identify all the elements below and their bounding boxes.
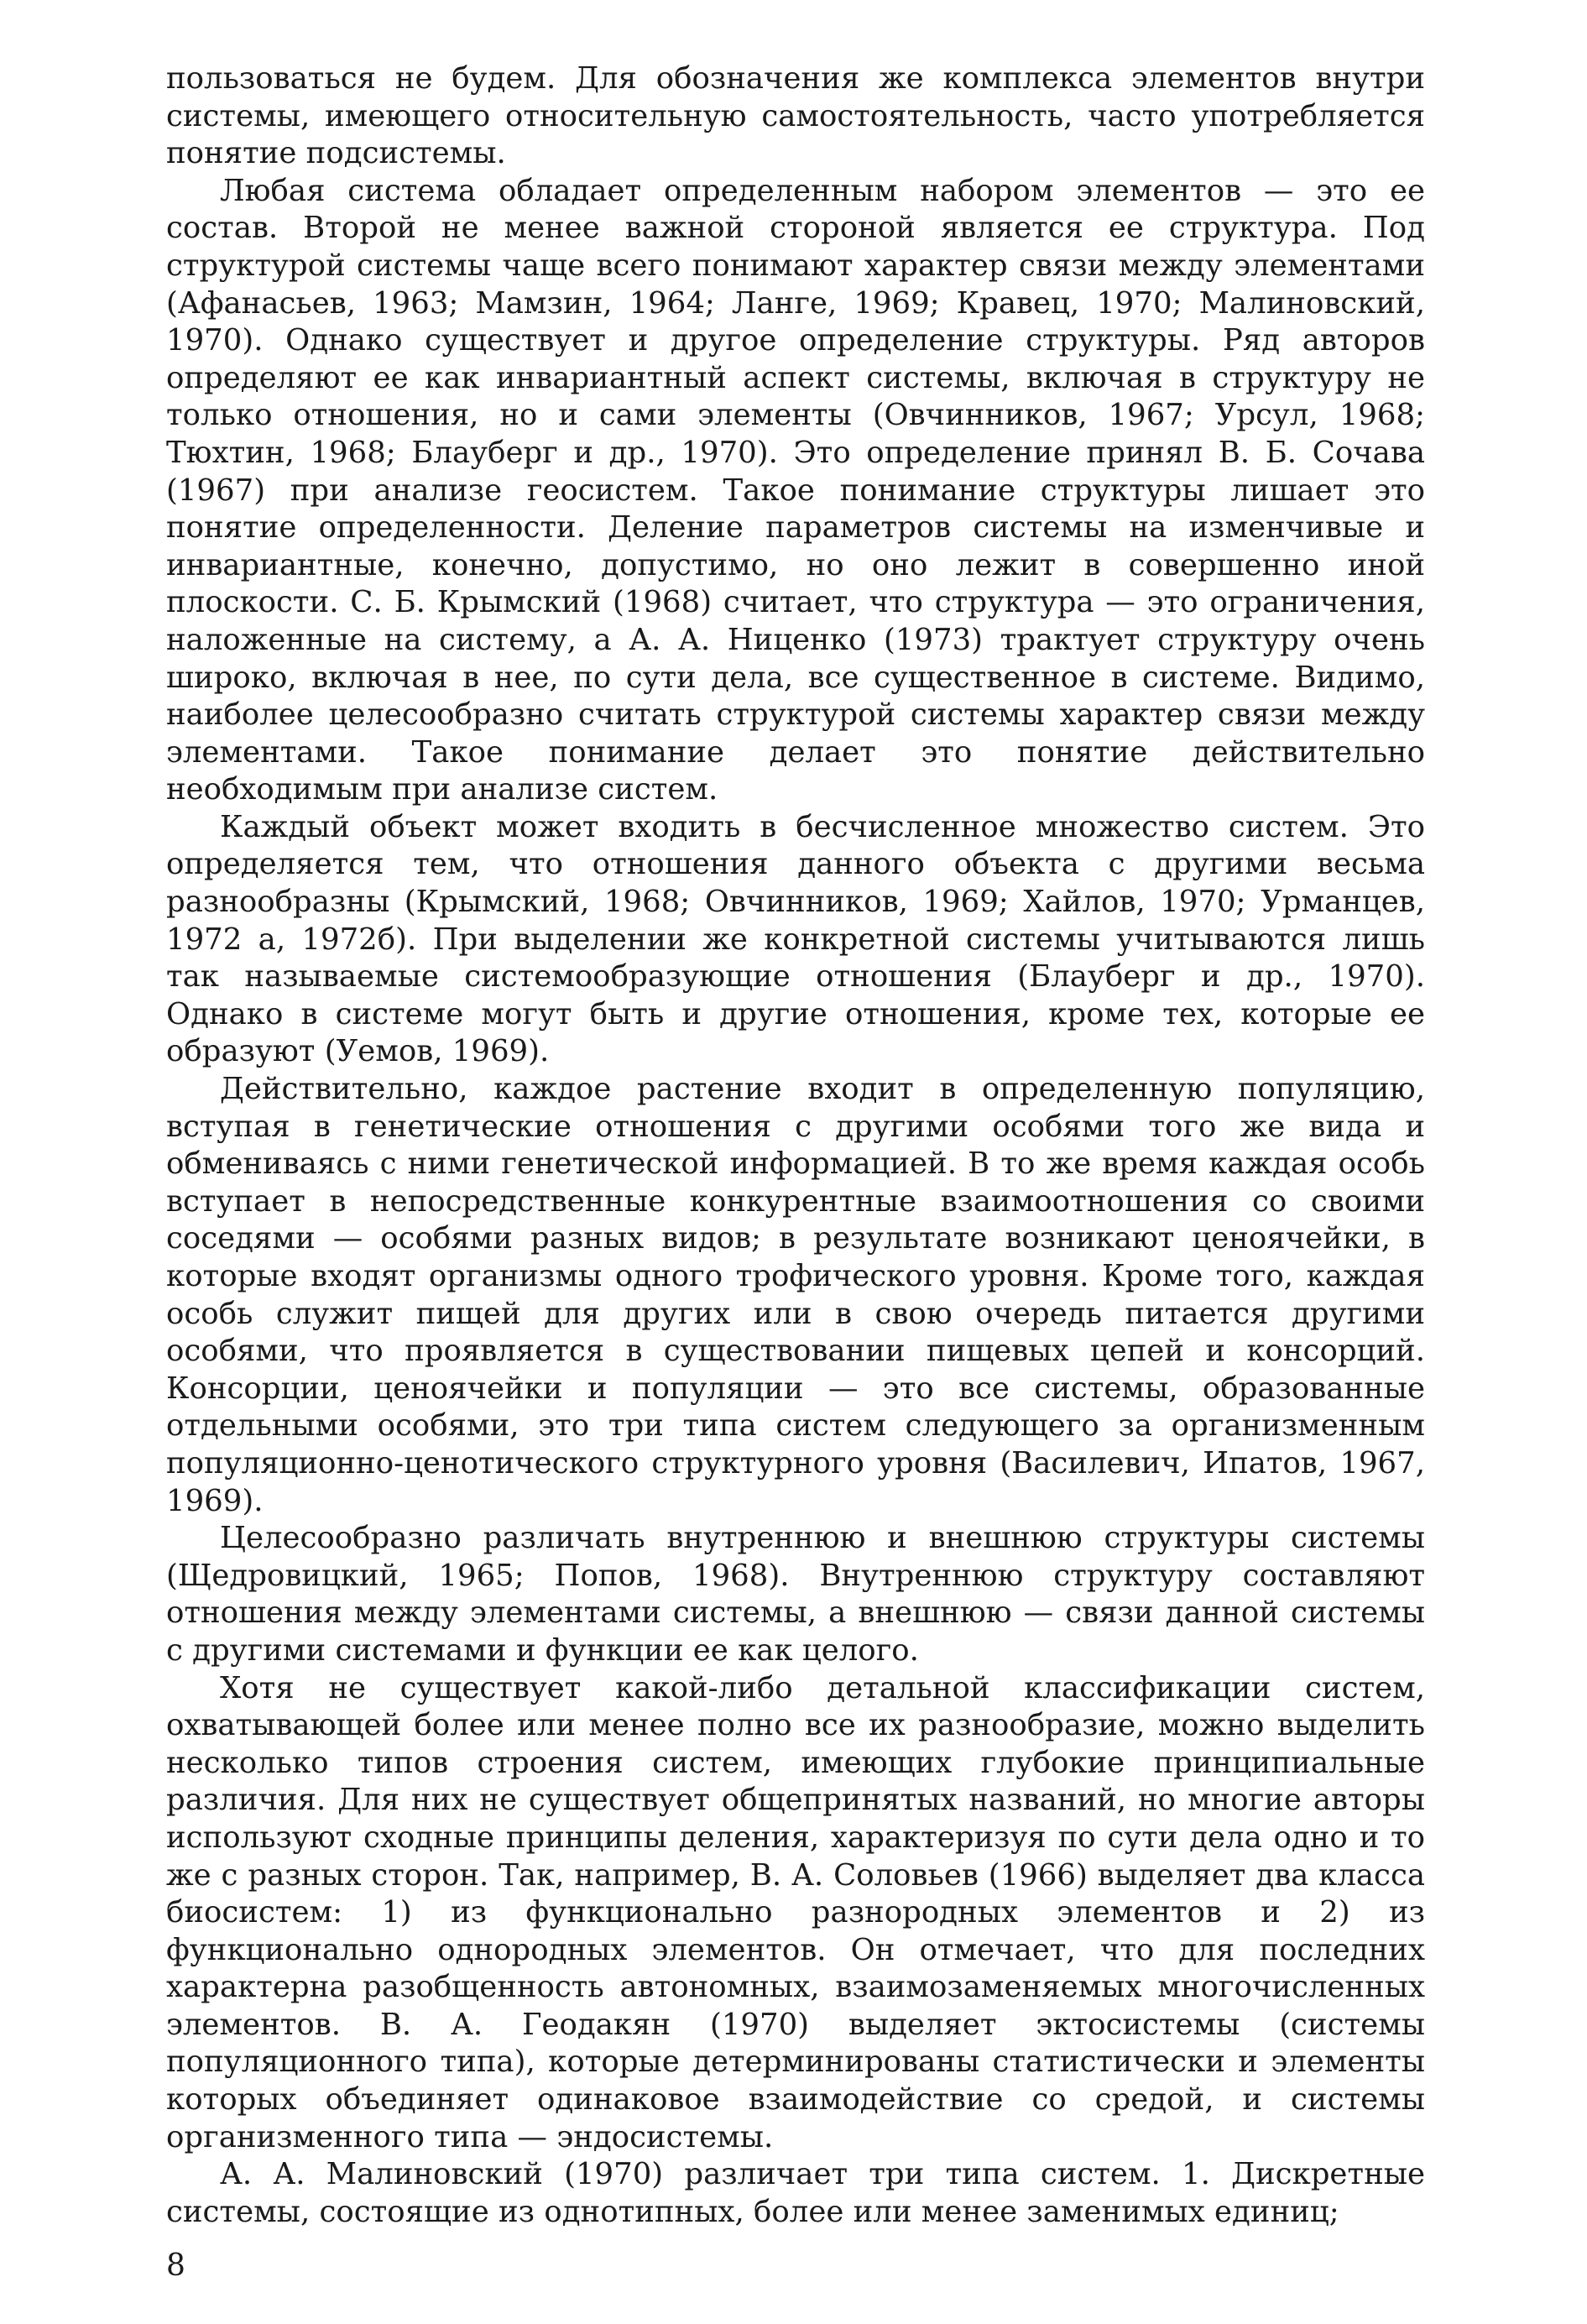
paragraph-system-types: Хотя не существует какой-либо детальной классификации систем, охватывающей более или менее полно все их разнообразие, можно выделить несколько типов строения систем, имеющих глубокие принципиальные различия. Для них не существует общепринятых названий, но многие авторы используют сходные принципы деления, характеризуя по сути дела одно и то же с разных сторон. Так, например, В. А. Соловьев (1966) выделяет два класса биосистем: 1) из функционально разнородных элементов и 2) из функционально однородных элементов. Он отмечает, что для последних характерна разобщенность автономных, взаимозаменяемых многочисленных элементов. В. А. Геодакян (1970) выделяет эктосистемы (системы популяционного типа), которые детерминированы статистически и элементы которых объединяет одинаковое взаимодействие со средой, и системы организменного типа — эндосистемы.	[166, 1670, 1425, 2154]
paragraph-object-systems: Каждый объект может входить в бесчисленное множество систем. Это определяется тем, что отношения данного объекта с другими весьма разнообразны (Крымский, 1968; Овчинников, 1969; Хайлов, 1970; Урманцев, 1972 а, 1972б). При выделении же конкретной системы учитываются лишь так называемые системообразующие отношения (Блауберг и др., 1970). Однако в системе могут быть и другие отношения, кроме тех, которые ее образуют (Уемов, 1969).	[166, 809, 1425, 1069]
paragraph-continuation: пользоваться не будем. Для обозначения же комплекса элементов внутри системы, имеющего относительную самостоятельность, часто употребляется понятие подсистемы.	[166, 61, 1425, 171]
paragraph-malinovsky-types: А. А. Малиновский (1970) различает три типа систем. 1. Дискретные системы, состоящие из однотипных, более или менее заменимых единиц;	[166, 2157, 1425, 2229]
paragraph-structure-definition: Любая система обладает определенным набором элементов — это ее состав. Второй не менее важной стороной является ее структура. Под структурой системы чаще всего понимают характер связи между элементами (Афанасьев, 1963; Мамзин, 1964; Ланге, 1969; Кравец, 1970; Малиновский, 1970). Однако существует и другое определение структуры. Ряд авторов определяют ее как инвариантный аспект системы, включая в структуру не только отношения, но и сами элементы (Овчинников, 1967; Урсул, 1968; Тюхтин, 1968; Блауберг и др., 1970). Это определение принял В. Б. Сочава (1967) при анализе геосистем. Такое понимание структуры лишает это понятие определенности. Деление параметров системы на изменчивые и инвариантные, конечно, допустимо, но оно лежит в совершенно иной плоскости. С. Б. Крымский (1968) считает, что структура — это ограничения, наложенные на систему, а А. А. Ниценко (1973) трактует структуру очень широко, включая в нее, по сути дела, все существенное в системе. Видимо, наиболее целесообразно считать структурой системы характер связи между элементами. Такое понимание делает это понятие действительно необходимым при анализе систем.	[166, 173, 1425, 807]
page-body	[166, 60, 1425, 2231]
page-number: 8	[166, 2248, 185, 2283]
paragraph-plant-population: Действительно, каждое растение входит в определенную популяцию, вступая в генетические отношения с другими особями того же вида и обмениваясь с ними генетической информацией. В то же время каждая особь вступает в непосредственные конкурентные взаимоотношения со своими соседями — особями разных видов; в результате возникают ценоячейки, в которые входят организмы одного трофического уровня. Кроме того, каждая особь служит пищей для других или в свою очередь питается другими особями, что проявляется в существовании пищевых цепей и консорций. Консорции, ценоячейки и популяции — это все системы, образованные отдельными особями, это три типа систем следующего за организменным популяционно-ценотического структурного уровня (Василевич, Ипатов, 1967, 1969).	[166, 1072, 1425, 1518]
paragraph-internal-external-structure: Целесообразно различать внутреннюю и внешнюю структуры системы (Щедровицкий, 1965; Попов, 1968). Внутреннюю структуру составляют отношения между элементами системы, а внешнюю — связи данной системы с другими системами и функции ее как целого.	[166, 1521, 1425, 1668]
